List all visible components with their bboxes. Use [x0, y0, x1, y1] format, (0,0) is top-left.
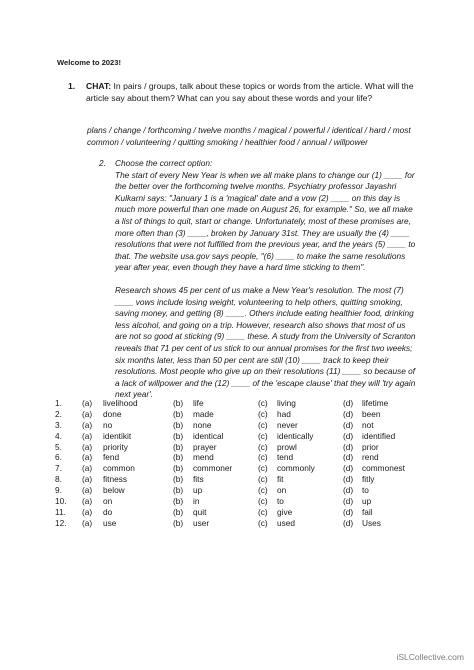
- question-number: 11.: [55, 506, 66, 517]
- option-d: to: [362, 485, 369, 496]
- question-number: 8.: [55, 474, 62, 485]
- option-a: use: [103, 517, 117, 528]
- option-letter: (a): [82, 398, 93, 408]
- option-letter: (a): [82, 441, 93, 452]
- option-d: been: [362, 408, 381, 419]
- option-a: common: [103, 463, 135, 474]
- option-b: mend: [193, 452, 214, 463]
- option-b: made: [193, 408, 214, 419]
- option-a: on: [103, 496, 113, 507]
- option-b: user: [193, 517, 210, 528]
- option-c: commonly: [277, 463, 315, 474]
- option-c: used: [277, 517, 295, 528]
- section-reading: [99, 158, 417, 401]
- option-a: identikit: [103, 430, 132, 441]
- option-b: commoner: [193, 463, 233, 474]
- option-c: never: [277, 419, 298, 430]
- question-number: 7.: [55, 463, 62, 474]
- question-number: 12.: [55, 517, 67, 528]
- option-letter: (a): [82, 430, 93, 441]
- option-letter: (b): [173, 496, 184, 507]
- option-c: tend: [277, 452, 294, 463]
- option-a: do: [103, 506, 113, 517]
- option-c: living: [277, 398, 296, 408]
- question-number: 3.: [55, 419, 62, 430]
- option-c: identically: [277, 430, 314, 441]
- option-b: prayer: [193, 441, 217, 452]
- chat-instructions: [86, 80, 416, 104]
- option-c: to: [277, 496, 284, 507]
- option-letter: (a): [82, 452, 93, 463]
- option-letter: (c): [258, 419, 268, 430]
- option-b: life: [193, 398, 204, 408]
- option-letter: (a): [82, 517, 93, 528]
- option-d: fail: [362, 506, 373, 517]
- question-number: 6.: [55, 452, 62, 463]
- option-letter: (b): [173, 485, 184, 496]
- option-letter: (d): [343, 506, 354, 517]
- option-letter: (d): [343, 485, 354, 496]
- option-c: give: [277, 506, 293, 517]
- option-letter: (a): [82, 408, 93, 419]
- question-number: 1.: [55, 398, 62, 408]
- option-d: up: [362, 496, 372, 507]
- option-b: in: [193, 496, 200, 507]
- option-b: identical: [193, 430, 224, 441]
- question-number: 9.: [55, 485, 62, 496]
- option-letter: (d): [343, 419, 354, 430]
- option-letter: (d): [343, 441, 354, 452]
- option-d: lifetime: [362, 398, 389, 408]
- option-letter: (b): [173, 517, 184, 528]
- option-letter: (c): [258, 430, 268, 441]
- section-chat: [64, 80, 416, 104]
- option-c: prowl: [277, 441, 297, 452]
- option-a: priority: [103, 441, 128, 452]
- option-c: fit: [277, 474, 284, 485]
- option-d: Uses: [362, 517, 381, 528]
- section-number: 1.: [68, 81, 76, 91]
- chat-text: In pairs / groups, talk about these topics or words from the article. What will the article say about them? What can you say about these words and your life?: [86, 81, 414, 103]
- question-number: 10.: [55, 496, 67, 507]
- question-number: 2.: [55, 408, 62, 419]
- option-letter: (c): [258, 441, 268, 452]
- reading-paragraph: Research shows 45 per cent of us make a New Year's resolution. The most (7) ____ vows include losing weight, volunteering to help others, quitting smoking, saving money, and getting (8) ____. Others include eating healthier food, drinking less alcohol, and going on a trip. However, research also shows that most of us are not so good at sticking (9) ____ these. A study from the University of Scranton reveals that 71 per cent of us stick to our annual promises for the first two weeks; six months later, less than 50 per cent are still (10) ____ track to keep their resolutions. Most people who give up on their resolutions (11) ____ so because of a lack of willpower and the (12) ____ of the 'escape clause' that they will 'try again next year'.: [115, 284, 416, 400]
- option-letter: (c): [258, 408, 268, 419]
- option-b: none: [193, 419, 212, 430]
- option-letter: (c): [258, 463, 268, 474]
- page-title: Welcome to 2023!: [57, 58, 122, 67]
- option-letter: (b): [173, 430, 184, 441]
- option-b: fits: [193, 474, 204, 485]
- option-b: quit: [193, 506, 207, 517]
- option-a: below: [103, 485, 125, 496]
- option-letter: (a): [82, 419, 93, 430]
- option-c: on: [277, 485, 287, 496]
- footer-watermark: iSLCollective.com: [396, 652, 464, 662]
- option-letter: (c): [258, 474, 268, 485]
- option-letter: (c): [258, 398, 268, 408]
- option-letter: (d): [343, 408, 354, 419]
- option-d: commonest: [362, 463, 405, 474]
- option-letter: (c): [258, 452, 268, 463]
- option-letter: (a): [82, 485, 93, 496]
- option-letter: (c): [258, 496, 268, 507]
- section-number: 2.: [99, 158, 106, 168]
- option-letter: (a): [82, 463, 93, 474]
- option-d: rend: [362, 452, 379, 463]
- option-letter: (d): [343, 452, 354, 463]
- reading-paragraph: The start of every New Year is when we all make plans to change our (1) ____ for the better over the forthcoming twelve months. Psychiatry professor Jayashri Kulkarni says: "January 1 is a 'magical' date and a vow (2) ____ on this day is much more powerful than one made on August 26, for example." So, we all make a list of things to quit, start or change. Unfortunately, most of these promises are, more often than (3) ____, broken by January 31st. They are usually the (4) ____ resolutions that were not fulfilled from the previous year, and the years (5) ____ to that. The website usa.gov says people, "(6) ____ to make the same resolutions year after year, even though they have a hard time sticking to them".: [115, 169, 416, 273]
- option-letter: (b): [173, 419, 184, 430]
- option-letter: (c): [258, 517, 268, 528]
- option-d: identified: [362, 430, 396, 441]
- option-letter: (a): [82, 506, 93, 517]
- reading-heading: Choose the correct option:: [115, 158, 213, 168]
- option-letter: (d): [343, 398, 354, 408]
- option-letter: (c): [258, 506, 268, 517]
- option-letter: (b): [173, 463, 184, 474]
- option-letter: (d): [343, 496, 354, 507]
- chat-label: CHAT:: [86, 81, 112, 91]
- option-a: fend: [103, 452, 120, 463]
- option-a: fitness: [103, 474, 127, 485]
- option-a: done: [103, 408, 122, 419]
- option-letter: (b): [173, 398, 184, 408]
- option-letter: (b): [173, 441, 184, 452]
- option-letter: (b): [173, 506, 184, 517]
- option-a: no: [103, 419, 113, 430]
- topic-words: plans / change / forthcoming / twelve months / magical / powerful / identical / hard / most common / volunteering / quitting smoking / healthier food / annual / willpower: [87, 125, 411, 147]
- option-letter: (a): [82, 474, 93, 485]
- option-letter: (b): [173, 408, 184, 419]
- option-letter: (b): [173, 452, 184, 463]
- option-b: up: [193, 485, 203, 496]
- option-d: prior: [362, 441, 379, 452]
- option-d: fitly: [362, 474, 375, 485]
- option-letter: (b): [173, 474, 184, 485]
- option-c: had: [277, 408, 291, 419]
- option-letter: (d): [343, 430, 354, 441]
- question-number: 5.: [55, 441, 62, 452]
- option-a: livelihood: [103, 398, 138, 408]
- option-letter: (c): [258, 485, 268, 496]
- question-number: 4.: [55, 430, 62, 441]
- option-letter: (d): [343, 474, 354, 485]
- option-letter: (d): [343, 517, 354, 528]
- option-letter: (a): [82, 496, 93, 507]
- option-letter: (d): [343, 463, 354, 474]
- option-d: not: [362, 419, 374, 430]
